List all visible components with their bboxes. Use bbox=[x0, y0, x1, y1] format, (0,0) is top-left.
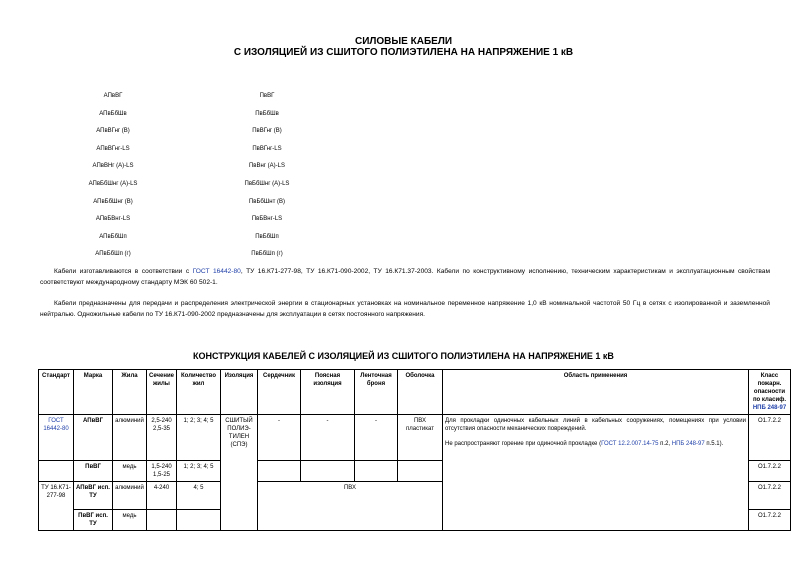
cell-empty bbox=[301, 461, 355, 482]
cell-class: О1.7.2.2 bbox=[749, 415, 791, 461]
mark-right: ПвБбШп (г) bbox=[251, 251, 283, 257]
cell-belt: - bbox=[301, 415, 355, 461]
mark-right: ПвВГнг (В) bbox=[252, 128, 282, 134]
intro-paragraph-1 bbox=[40, 266, 770, 288]
para1-text-b: , ТУ 16.К71-277-98, ТУ 16.К71-090-2002, ТУ 16.К71.37-2003. Кабели по конструктивному исполнению, техническим характеристикам и эксплуатационным свойствам соответствуют международному стандарту МЭК 60 502-1. bbox=[40, 268, 770, 286]
cell-sheath: ПВХ bbox=[258, 482, 443, 531]
mark-left: АПвВГнг (В) bbox=[96, 128, 130, 134]
mark-right: ПвВГ bbox=[259, 93, 275, 99]
cell-empty bbox=[177, 510, 221, 531]
cell-count: 1; 2; 3; 4; 5 bbox=[177, 415, 221, 461]
title-line-1: СИЛОВЫЕ КАБЕЛИ bbox=[354, 36, 453, 47]
cell-core: алюминий bbox=[113, 482, 147, 510]
area-text-2a: Не распространяют горение при одиночной прокладке ( bbox=[445, 441, 602, 447]
para2-text: Кабели предназначены для передачи и распределения электрической энергии в стационарных установках на номинальное переменное напряжение 1,0 кВ номинальной частотой 50 Гц в сетях с изолированной и заземленной нейтралью. Одножильные кабели по ТУ 16.К71-090-2002 предназначены для эксплуатации в сетях постоянного напряжения. bbox=[40, 300, 770, 318]
cell-armor: - bbox=[355, 415, 398, 461]
construction-table bbox=[38, 369, 791, 531]
mark-left: АПвБбШв bbox=[99, 111, 127, 117]
mark-right: ПвБбШп bbox=[255, 234, 279, 240]
cell-core: медь bbox=[113, 510, 147, 531]
gost-12-link[interactable]: ГОСТ 12.2.007.14-75 bbox=[601, 441, 659, 447]
area-text-2c: п.5.1). bbox=[704, 441, 724, 447]
cell-section: 2,5-240 2,5-35 bbox=[147, 415, 177, 461]
cell-count: 1; 2; 3; 4; 5 bbox=[177, 461, 221, 482]
cell-standard[interactable]: ГОСТ 16442-80 bbox=[39, 415, 74, 461]
cell-standard: ТУ 16.К71-277-98 bbox=[39, 482, 74, 531]
cell-mark: АПвВГ bbox=[74, 415, 113, 461]
mark-right: ПвБбШнг (А)-LS bbox=[244, 181, 290, 187]
cell-sheath: ПВХ пластикат bbox=[398, 415, 443, 461]
mark-left: АПвВНг (А)-LS bbox=[92, 163, 134, 169]
mark-right: ПвБВнг-LS bbox=[251, 216, 283, 222]
table-row bbox=[39, 415, 791, 461]
cell-mark: ПвВГ bbox=[74, 461, 113, 482]
cell-class: О1.7.2.2 bbox=[749, 510, 791, 531]
cell-empty bbox=[258, 461, 301, 482]
mark-left: АПвВГ bbox=[103, 93, 123, 99]
cell-area bbox=[443, 415, 749, 531]
table-header-row bbox=[39, 370, 791, 415]
header-insulation: Изоляция bbox=[221, 370, 258, 415]
cell-section: 1,5-240 1,5-25 bbox=[147, 461, 177, 482]
mark-right: ПвБбШв bbox=[255, 111, 279, 117]
header-section: Сечение жилы bbox=[147, 370, 177, 415]
area-text-2 bbox=[445, 440, 746, 448]
cell-empty bbox=[355, 461, 398, 482]
mark-right: ПвБбШнт (В) bbox=[248, 199, 286, 205]
header-standard: Стандарт bbox=[39, 370, 74, 415]
title-line-2: С ИЗОЛЯЦИЕЙ ИЗ СШИТОГО ПОЛИЭТИЛЕНА НА НАПРЯЖЕНИЕ 1 кВ bbox=[233, 47, 574, 58]
cell-empty bbox=[398, 461, 443, 482]
area-text-2b: п.2, bbox=[658, 441, 672, 447]
header-core-center: Сердечник bbox=[258, 370, 301, 415]
header-count: Количество жил bbox=[177, 370, 221, 415]
mark-left: АПвВГнг-LS bbox=[96, 146, 130, 152]
gost-link[interactable]: ГОСТ 16442-80 bbox=[192, 268, 241, 275]
mark-right: ПвВнг (А)-LS bbox=[248, 163, 285, 169]
mark-left: АПвБбШнг (В) bbox=[93, 199, 133, 205]
area-text-1: Для прокладки одиночных кабельных линий в кабельных сооружениях, помещениях при условии отсутствия опасности механических повреждений. bbox=[445, 418, 746, 432]
mark-left: АПвБбШп (г) bbox=[95, 251, 131, 257]
intro-paragraph-2 bbox=[40, 298, 770, 320]
npb-248-link[interactable]: НПБ 248-97 bbox=[671, 441, 705, 447]
cell-class: О1.7.2.2 bbox=[749, 461, 791, 482]
cell-class: О1.7.2.2 bbox=[749, 482, 791, 510]
header-belt: Поясная изоляция bbox=[301, 370, 355, 415]
cell-insulation: СШИТЫЙ ПОЛИЭ-ТИЛЕН (СПЭ) bbox=[221, 415, 258, 531]
header-sheath: Оболочка bbox=[398, 370, 443, 415]
header-class-text: Класс пожарн. опасности по класиф. bbox=[752, 373, 787, 403]
cell-count: 4; 5 bbox=[177, 482, 221, 510]
cell-standard-empty bbox=[39, 461, 74, 482]
header-class bbox=[749, 370, 791, 415]
mark-right: ПвВГнг-LS bbox=[252, 146, 282, 152]
npb-link[interactable]: НПБ 248-97 bbox=[752, 405, 787, 411]
cell-mark: ПвВГ исп. ТУ bbox=[74, 510, 113, 531]
cell-core: алюминий bbox=[113, 415, 147, 461]
cell-section: 4-240 bbox=[147, 482, 177, 510]
header-mark: Марка bbox=[74, 370, 113, 415]
cell-core-center: - bbox=[258, 415, 301, 461]
mark-left: АПвБбШп bbox=[99, 234, 127, 240]
cell-core: медь bbox=[113, 461, 147, 482]
section-title: КОНСТРУКЦИЯ КАБЕЛЕЙ С ИЗОЛЯЦИЕЙ ИЗ СШИТОГО ПОЛИЭТИЛЕНА НА НАПРЯЖЕНИЕ 1 кВ bbox=[193, 351, 614, 361]
header-armor: Ленточная броня bbox=[355, 370, 398, 415]
mark-left: АПвБбШнг (А)-LS bbox=[88, 181, 138, 187]
para1-text-a: Кабели изготавливаются в соответствии с bbox=[54, 268, 193, 275]
cell-mark: АПвВГ исп. ТУ bbox=[74, 482, 113, 510]
header-area: Область применения bbox=[443, 370, 749, 415]
header-core: Жила bbox=[113, 370, 147, 415]
mark-left: АПвБВнг-LS bbox=[95, 216, 131, 222]
cell-empty bbox=[147, 510, 177, 531]
